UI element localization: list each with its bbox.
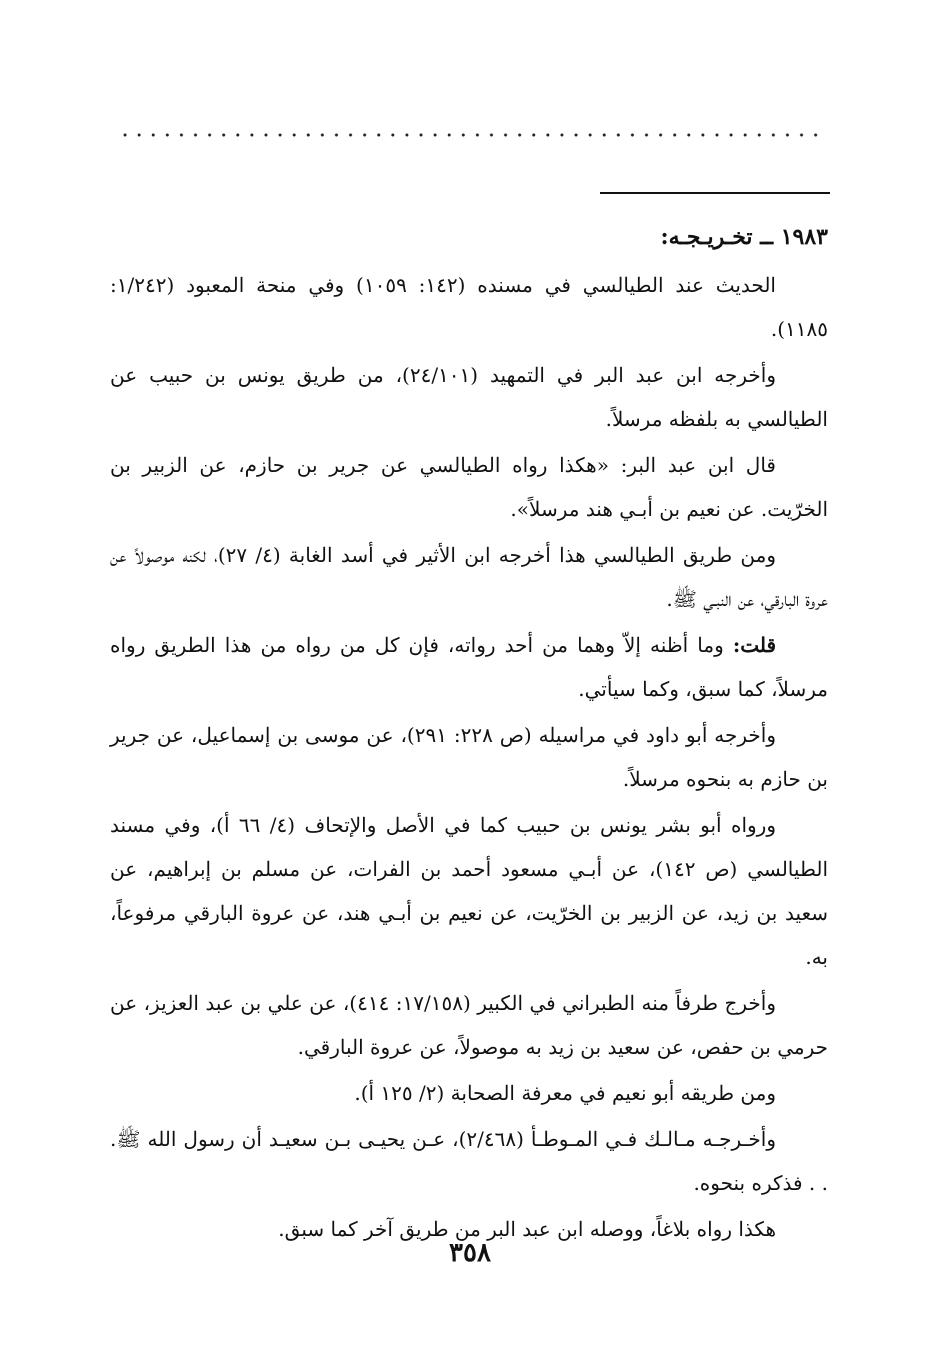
page-number: ٣٥٨ xyxy=(449,1238,491,1268)
paragraph-6: وأخرجه أبو داود في مراسيله (ص ٢٢٨: ٢٩١)، عن موسى بن إسماعيل، عن جرير بن حازم به بنحوه مرسلاً. xyxy=(110,723,828,791)
paragraph-11: هكذا رواه بلاغاً، ووصله ابن عبد البر من طريق آخر كما سبق. xyxy=(278,1217,776,1241)
paragraph-2: وأخرجه ابن عبد البر في التمهيد (٢٤/١٠١)، من طريق يونس بن حبيب عن الطيالسي به بلفظه مرسلاً. xyxy=(110,363,828,431)
takhrij-heading: ١٩٨٣ ــ تخـريـجـه: xyxy=(660,224,828,250)
paragraph-1: الحديث عند الطيالسي في مسنده (١٤٢: ١٠٥٩) وفي منحة المعبود (١/٢٤٢: ١١٨٥). xyxy=(110,273,828,341)
footnote-text xyxy=(110,215,828,1253)
paragraph-5 xyxy=(110,623,828,711)
footnote-rule xyxy=(600,192,830,194)
paragraph-5-body: وما أظنه إلاّ وهما من أحد رواته، فإن كل من رواه من هذا الطريق رواه مرسلاً، كما سبق، وكما سيأتي. xyxy=(110,633,828,701)
paragraph-9: ومن طريقه أبو نعيم في معرفة الصحابة (٢/ ١٢٥ أ). xyxy=(354,1081,776,1105)
paragraph-7: ورواه أبو بشر يونس بن حبيب كما في الأصل والإتحاف (٤/ ٦٦ أ)، وفي مسند الطيالسي (ص ١٤٢)، عن أبـي مسعود أحمد بن الفرات، عن مسلم بن إبراهيم، عن سعيد بن زيد، عن الزبير بن الخرّيت، عن نعيم بن أبـي هند، عن عروة البارقي مرفوعاً، به. xyxy=(110,813,828,969)
dotted-separator xyxy=(118,132,823,138)
paragraph-10: وأخـرجـه مـالـك فـي المـوطـأ (٢/٤٦٨)، عـن يحيـى بـن سعيـد أن رسول الله ﷺ. . . فذكره بنحوه. xyxy=(110,1127,828,1195)
paragraph-4: ومن طريق الطيالسي هذا أخرجه ابن الأثير في أسد الغابة (٤/ ٢٧)، لكنه موصولاً عن عروة البارقي، عن النبـي ﷺ. xyxy=(110,543,828,611)
paragraph-8: وأخرج طرفاً منه الطبراني في الكبير (١٧/١٥٨: ٤١٤)، عن علي بن عبد العزيز، عن حرمي بن حفص، عن سعيد بن زيد به موصولاً، عن عروة البارقي. xyxy=(110,991,828,1059)
qult-label: قلت: xyxy=(732,633,777,657)
paragraph-3: قال ابن عبد البر: «هكذا رواه الطيالسي عن جرير بن حازم، عن الزبير بن الخرّيت. عن نعيم بن أبـي هند مرسلاً». xyxy=(110,453,828,521)
